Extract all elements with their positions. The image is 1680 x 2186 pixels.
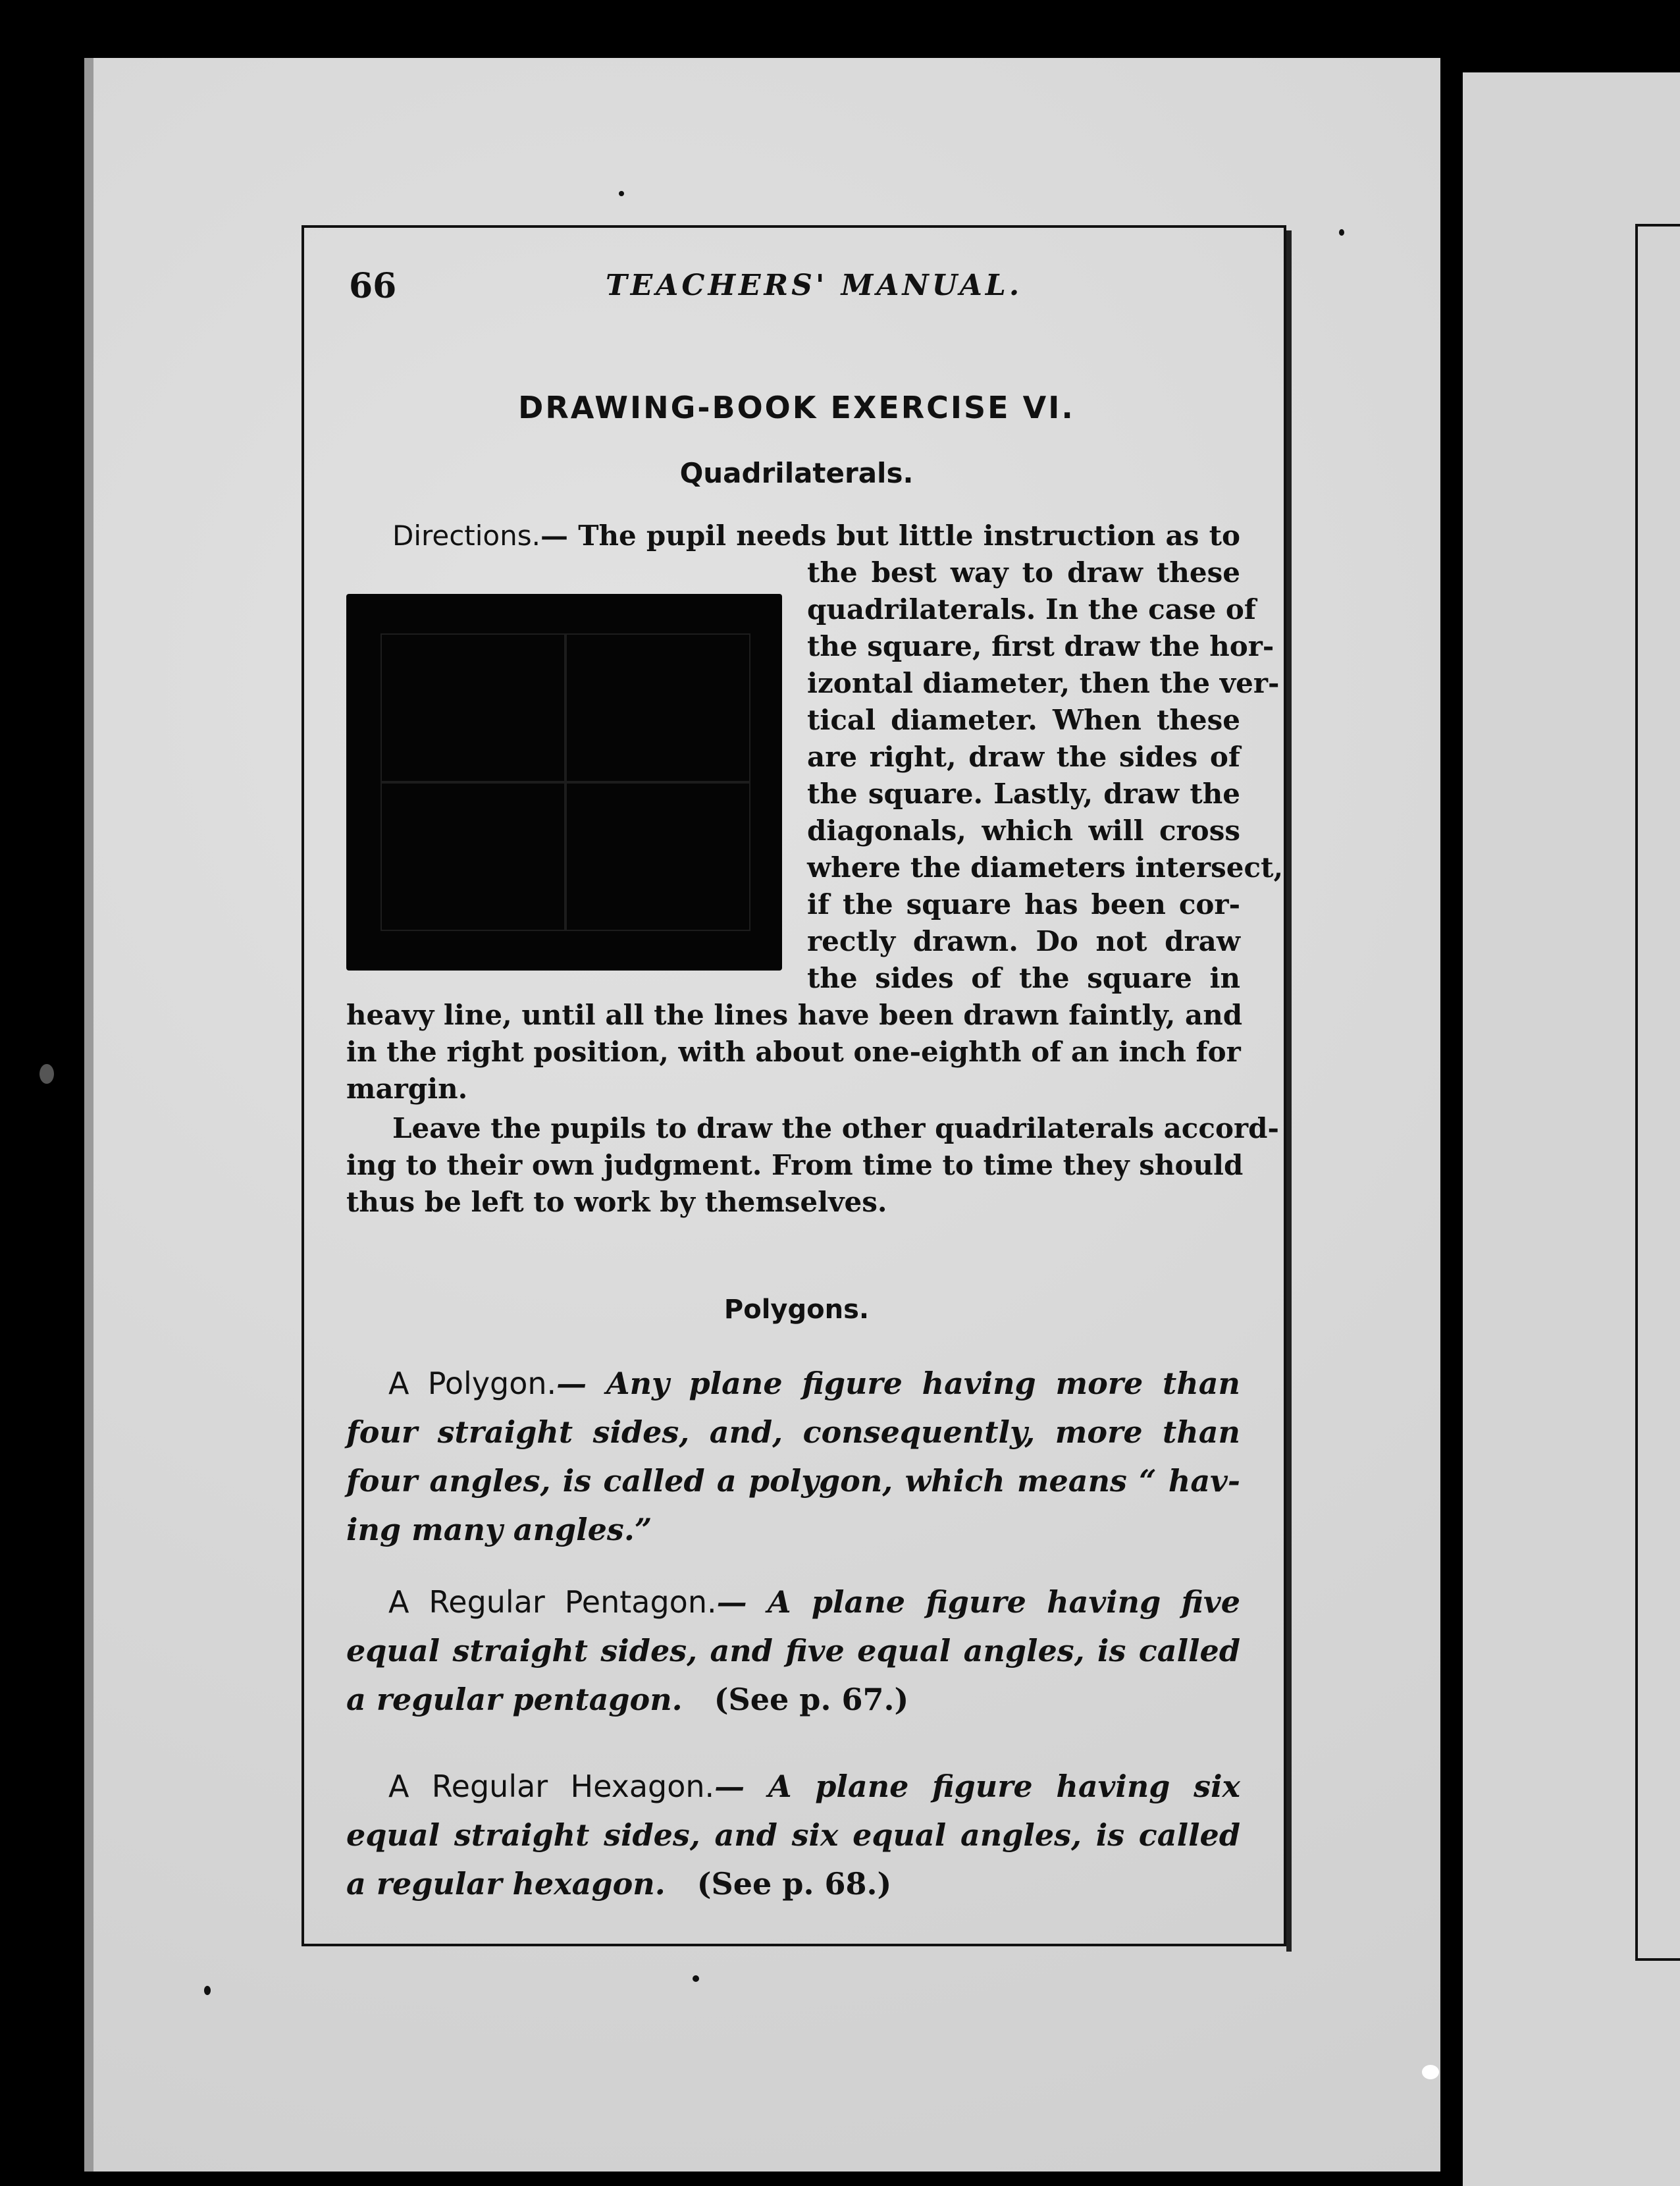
scan-speck xyxy=(39,1064,54,1084)
directions-line: tical diameter. When these xyxy=(807,704,1240,736)
figure-vertical-diameter xyxy=(564,633,567,931)
directions-line: in the right position, with about one-eighth of an inch for xyxy=(346,1036,1241,1068)
paragraph-line: ing to their own judgment. From time to time they should xyxy=(346,1149,1244,1181)
pentagon-label: A Regular Pentagon. xyxy=(388,1584,717,1620)
polygon-text: — Any plane figure having more than xyxy=(556,1366,1240,1401)
hexagon-definition-line-3 xyxy=(346,1859,1240,1908)
page-edge xyxy=(84,58,93,2172)
scan-speck xyxy=(619,191,624,196)
frame-shadow xyxy=(1286,230,1292,1952)
directions-line: rectly drawn. Do not draw xyxy=(807,925,1240,957)
directions-line-1 xyxy=(392,518,1240,554)
directions-line: the square. Lastly, draw the xyxy=(807,778,1240,810)
directions-line: if the square has been cor- xyxy=(807,888,1240,920)
directions-line: margin. xyxy=(346,1073,468,1105)
exercise-title: DRAWING-BOOK EXERCISE VI. xyxy=(518,390,1075,425)
polygon-definition-line: ing many angles.” xyxy=(346,1512,652,1547)
directions-line: the best way to draw these xyxy=(807,556,1240,589)
book-gutter xyxy=(1442,40,1463,2186)
directions-line: where the diameters intersect, xyxy=(807,851,1284,884)
polygon-definition-line-1 xyxy=(388,1359,1240,1408)
pentagon-page-ref: (See p. 67.) xyxy=(714,1682,909,1717)
directions-line: heavy line, until all the lines have been drawn faintly, and xyxy=(346,999,1243,1031)
directions-label: Directions. xyxy=(392,520,540,552)
polygon-definition-line: four angles, is called a polygon, which means “ hav- xyxy=(346,1463,1240,1499)
directions-text: — The pupil needs but little instruction as to xyxy=(540,520,1240,552)
pentagon-text: a regular pentagon. xyxy=(346,1682,683,1717)
pentagon-text: — A plane figure having five xyxy=(716,1584,1240,1620)
pentagon-definition-line: equal straight sides, and five equal angles, is called xyxy=(346,1633,1240,1668)
hexagon-text: — A plane figure having six xyxy=(714,1769,1240,1804)
polygon-definition-line: four straight sides, and, consequently, more than xyxy=(346,1414,1240,1450)
running-head: TEACHERS' MANUAL. xyxy=(606,269,1023,302)
directions-line: are right, draw the sides of xyxy=(807,741,1240,773)
scan-speck xyxy=(1422,2065,1439,2079)
directions-line: the sides of the square in xyxy=(807,962,1240,994)
paragraph-line: thus be left to work by themselves. xyxy=(346,1186,887,1218)
square-figure-plate xyxy=(346,594,782,971)
section-heading-quadrilaterals: Quadrilaterals. xyxy=(679,457,914,489)
pentagon-definition-line-1 xyxy=(388,1578,1240,1626)
polygon-label: A Polygon. xyxy=(388,1366,557,1401)
directions-line: quadrilaterals. In the case of xyxy=(807,593,1256,626)
scan-speck xyxy=(204,1986,211,1995)
directions-line: izontal diameter, then the ver- xyxy=(807,667,1280,699)
hexagon-page-ref: (See p. 68.) xyxy=(696,1866,892,1902)
hexagon-definition-line: equal straight sides, and six equal angles, is called xyxy=(346,1817,1240,1853)
directions-line: diagonals, which will cross xyxy=(807,814,1240,847)
hexagon-text: a regular hexagon. xyxy=(346,1866,666,1902)
section-heading-polygons: Polygons. xyxy=(723,1294,870,1325)
pentagon-definition-line-3 xyxy=(346,1675,1240,1724)
hexagon-definition-line-1 xyxy=(388,1762,1240,1811)
directions-line: the square, first draw the hor- xyxy=(807,630,1274,662)
paragraph-line: Leave the pupils to draw the other quadrilaterals accord- xyxy=(392,1112,1279,1144)
page-number: 66 xyxy=(349,266,397,306)
facing-page-frame xyxy=(1635,224,1680,1961)
scan-speck xyxy=(1339,229,1344,236)
scan-speck xyxy=(693,1975,699,1982)
hexagon-label: A Regular Hexagon. xyxy=(388,1769,715,1804)
